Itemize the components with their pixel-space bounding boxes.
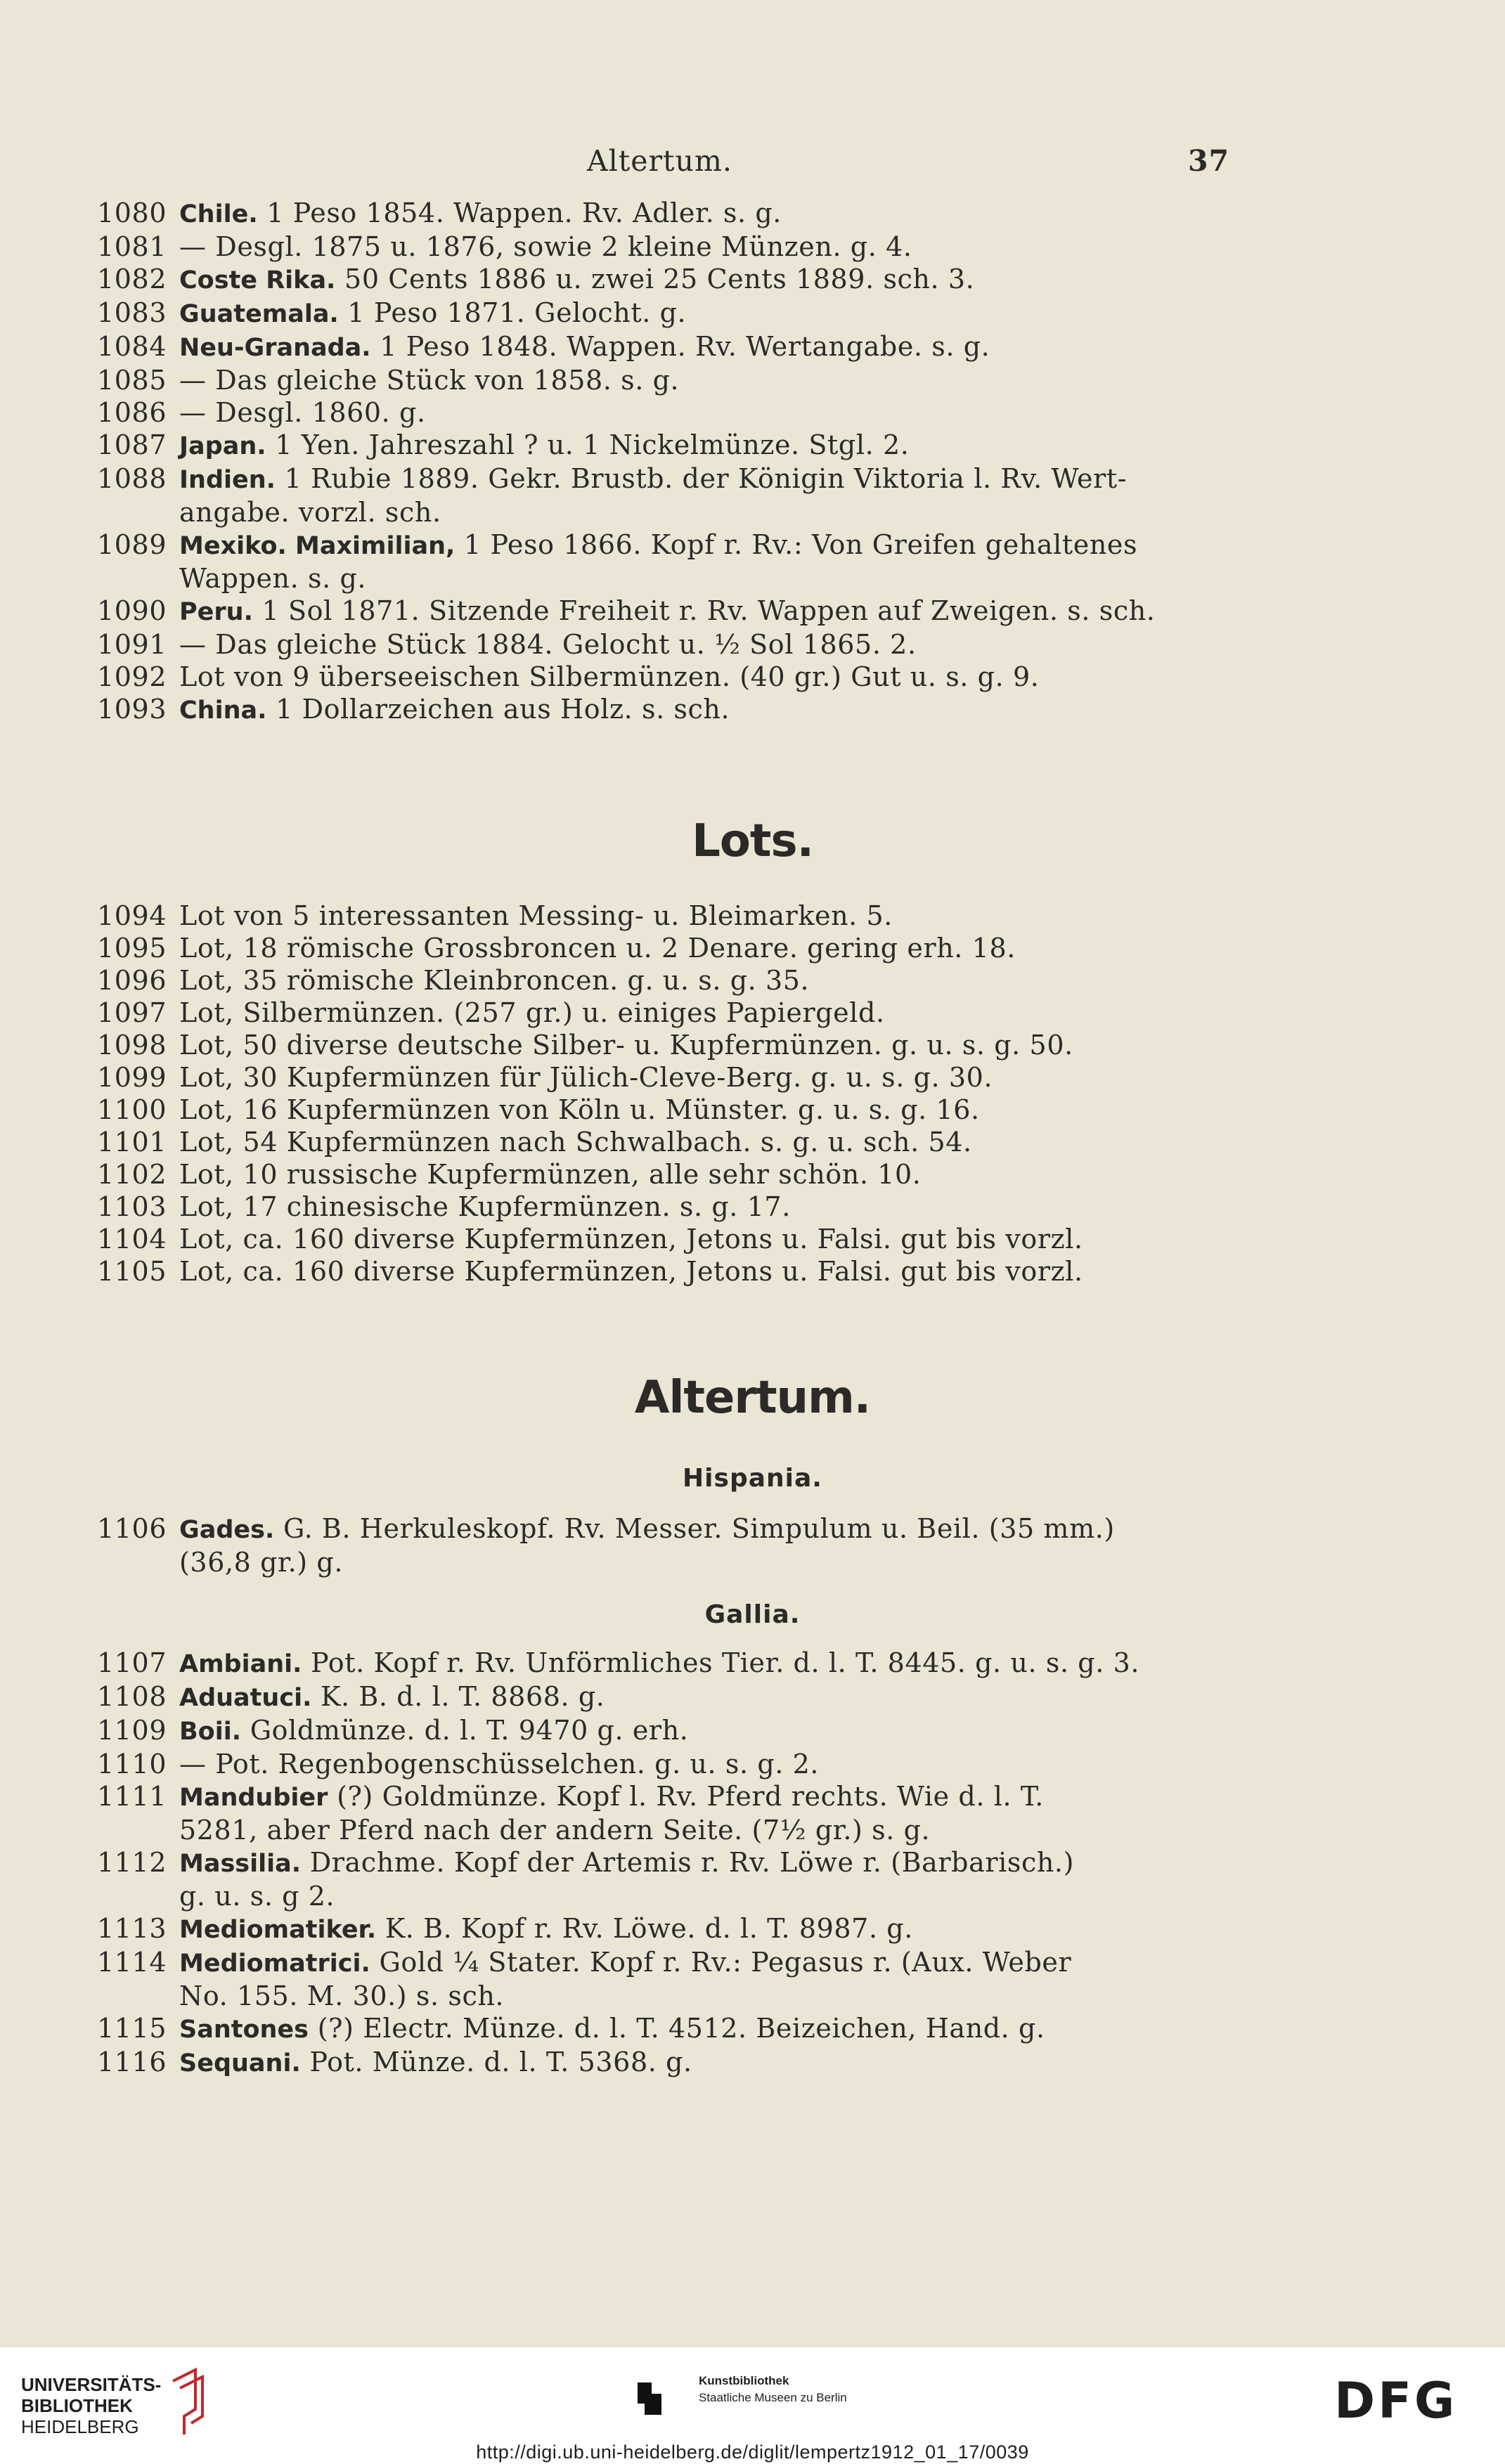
catalog-entry [97,1158,1222,1191]
entry-number: 1092 [97,661,167,692]
entry-number: 1107 [97,1647,167,1678]
entry-number: 1101 [97,1127,167,1158]
uni-logo-line3: HEIDELBERG [21,2416,139,2437]
catalog-entry [97,628,1222,661]
catalog-entry [97,1094,1222,1126]
entry-number: 1087 [97,429,167,460]
entry-number: 1081 [97,231,167,262]
entry-continuation: g. u. s. g 2. [179,1881,335,1912]
catalog-entry [97,1946,1222,2012]
entry-description: Drachme. Kopf der Artemis r. Rv. Löwe r. (Barbarisch.) [309,1847,1075,1878]
entry-name: Massilia. [179,1850,302,1878]
entry-number: 1088 [97,463,167,494]
entry-number: 1102 [97,1159,167,1190]
catalog-entry [97,693,1222,727]
entry-name: Chile. [179,200,258,228]
entry-description: (?) Goldmünze. Kopf l. Rv. Pferd rechts. Wie d. l. T. [337,1781,1044,1812]
entry-name: Sequani. [179,2049,301,2077]
catalog-entry [97,364,1222,396]
catalog-entry [97,1255,1222,1288]
entry-number: 1115 [97,2013,167,2044]
entry-description: Lot von 5 interessanten Messing- u. Bleimarken. 5. [179,900,893,931]
entry-description: 50 Cents 1886 u. zwei 25 Cents 1889. sch. 3. [344,264,975,294]
entry-description: Goldmünze. d. l. T. 9470 g. erh. [250,1715,689,1746]
catalog-entry [97,197,1222,231]
entry-name: Japan. [179,432,266,460]
catalog-entry [97,330,1222,364]
entry-number: 1114 [97,1947,167,1978]
catalog-entry [97,2046,1222,2080]
page-number: 37 [1188,144,1230,178]
entry-description: (?) Electr. Münze. d. l. T. 4512. Beizeichen, Hand. g. [317,2013,1045,2044]
sub-heading-hispania: Hispania. [683,1464,822,1493]
catalog-entry [97,297,1222,330]
entry-number: 1113 [97,1913,167,1944]
entry-number: 1095 [97,933,167,964]
entry-description: Lot, 16 Kupfermünzen von Köln u. Münster. g. u. s. g. 16. [179,1094,980,1125]
catalog-entry [97,1780,1222,1846]
catalog-entry [97,462,1222,529]
entry-number: 1116 [97,2047,167,2077]
entry-number: 1089 [97,529,167,560]
entry-description: Lot, 17 chinesische Kupfermünzen. s. g. 17. [179,1191,791,1222]
catalog-entry [97,1714,1222,1748]
entry-description: Lot, 10 russische Kupfermünzen, alle sehr schön. 10. [179,1159,922,1190]
entry-list-hispania [97,1512,1222,1578]
entry-description: 1 Peso 1866. Kopf r. Rv.: Von Greifen gehaltenes [464,529,1138,560]
sub-heading-gallia: Gallia. [704,1600,801,1629]
entry-number: 1093 [97,694,167,725]
entry-number: 1082 [97,264,167,294]
catalog-entry [97,429,1222,462]
entry-name: China. [179,696,267,725]
catalog-entry [97,1647,1222,1680]
entry-description: 1 Dollarzeichen aus Holz. s. sch. [276,694,730,725]
catalog-entry [97,1061,1222,1094]
entry-description: Gold ¼ Stater. Kopf r. Rv.: Pegasus r. (Aux. Weber [379,1947,1072,1978]
university-logo-mark-icon [167,2367,209,2437]
catalog-entry [97,1029,1222,1061]
catalog-entry [97,396,1222,429]
entry-continuation: 5281, aber Pferd nach der andern Seite. (7½ gr.) s. g. [179,1815,931,1846]
entry-name: Indien. [179,466,276,494]
catalog-entry [97,964,1222,997]
catalog-entry [97,1680,1222,1714]
entry-description: — Pot. Regenbogenschüsselchen. g. u. s. g. 2. [179,1749,820,1779]
entry-description: Lot, 54 Kupfermünzen nach Schwalbach. s. g. u. sch. 54. [179,1127,972,1158]
entry-description: K. B. d. l. T. 8868. g. [321,1681,605,1712]
entry-description: K. B. Kopf r. Rv. Löwe. d. l. T. 8987. g. [385,1913,913,1944]
entry-number: 1110 [97,1749,167,1779]
entry-name: Mediomatrici. [179,1950,370,1978]
uni-logo-line2: BIBLIOTHEK [21,2395,133,2416]
entry-number: 1097 [97,997,167,1028]
entry-number: 1111 [97,1781,167,1812]
catalog-entry [97,1223,1222,1255]
entry-description: Lot, ca. 160 diverse Kupfermünzen, Jetons u. Falsi. gut bis vorzl. [179,1256,1083,1287]
catalog-entry [97,1191,1222,1223]
entry-number: 1100 [97,1094,167,1125]
entry-number: 1090 [97,595,167,626]
entry-name: Coste Rika. [179,266,336,294]
entry-number: 1106 [97,1513,167,1544]
entry-description: — Desgl. 1860. g. [179,397,426,428]
entry-description: G. B. Herkuleskopf. Rv. Messer. Simpulum u. Beil. (35 mm.) [283,1513,1115,1544]
entry-description: Lot, 30 Kupfermünzen für Jülich-Cleve-Berg. g. u. s. g. 30. [179,1062,993,1093]
dfg-logo[interactable]: DFG [1334,2372,1458,2430]
entry-description: Lot, ca. 160 diverse Kupfermünzen, Jetons u. Falsi. gut bis vorzl. [179,1224,1083,1254]
entry-name: Ambiani. [179,1650,302,1678]
catalog-entry [97,1126,1222,1158]
entry-name: Peru. [179,598,253,626]
entry-continuation: angabe. vorzl. sch. [179,497,441,528]
entry-number: 1103 [97,1191,167,1222]
entry-description: — Das gleiche Stück von 1858. s. g. [179,365,680,396]
catalog-entry [97,932,1222,964]
catalog-entry [97,997,1222,1029]
entry-number: 1112 [97,1847,167,1878]
catalog-entry [97,263,1222,297]
entry-number: 1096 [97,965,167,996]
kunstbibliothek-logo-icon [636,2381,664,2416]
entry-number: 1104 [97,1224,167,1254]
catalog-entry [97,231,1222,263]
entry-description: Lot von 9 überseeischen Silbermünzen. (40 gr.) Gut u. s. g. 9. [179,661,1040,692]
entry-number: 1105 [97,1256,167,1287]
entry-number: 1108 [97,1681,167,1712]
section-heading-lots: Lots. [692,815,813,867]
entry-number: 1091 [97,629,167,660]
entry-list-lots [97,900,1222,1288]
catalog-entry [97,1846,1222,1912]
entry-description: 1 Yen. Jahreszahl ? u. 1 Nickelmünze. Stgl. 2. [275,429,910,460]
entry-name: Mandubier [179,1784,328,1812]
entry-description: 1 Peso 1854. Wappen. Rv. Adler. s. g. [266,197,782,228]
entry-continuation: No. 155. M. 30.) s. sch. [179,1980,505,2011]
entry-description: — Desgl. 1875 u. 1876, sowie 2 kleine Münzen. g. 4. [179,231,912,262]
entry-description: Lot, Silbermünzen. (257 gr.) u. einiges Papiergeld. [179,997,885,1028]
entry-description: Pot. Münze. d. l. T. 5368. g. [309,2047,692,2077]
entry-name: Santones [179,2016,309,2044]
entry-name: Mexiko. Maximilian, [179,532,456,560]
entry-description: Pot. Kopf r. Rv. Unförmliches Tier. d. l. T. 8445. g. u. s. g. 3. [311,1647,1140,1678]
entry-name: Neu-Granada. [179,334,371,362]
entry-name: Boii. [179,1718,242,1746]
catalog-entry [97,529,1222,595]
entry-name: Aduatuci. [179,1684,312,1712]
catalog-entry [97,595,1222,628]
catalog-entry [97,900,1222,932]
entry-list-overseas [97,197,1222,727]
entry-continuation: Wappen. s. g. [179,563,367,594]
catalog-entry [97,1512,1222,1578]
entry-number: 1085 [97,365,167,396]
entry-description: Lot, 18 römische Grossbroncen u. 2 Denare. gering erh. 18. [179,933,1016,964]
entry-description: 1 Peso 1848. Wappen. Rv. Wertangabe. s. g. [380,331,990,362]
entry-number: 1084 [97,331,167,362]
entry-description: 1 Peso 1871. Gelocht. g. [347,297,687,328]
catalog-entry [97,1748,1222,1780]
entry-name: Mediomatiker. [179,1916,377,1944]
catalog-entry [97,661,1222,693]
entry-description: — Das gleiche Stück 1884. Gelocht u. ½ Sol 1865. 2. [179,629,917,660]
entry-list-gallia [97,1647,1222,2080]
kb-name: Kunstbibliothek [699,2374,789,2387]
entry-continuation: (36,8 gr.) g. [179,1547,344,1578]
entry-description: 1 Rubie 1889. Gekr. Brustb. der Königin Viktoria l. Rv. Wert- [284,463,1128,494]
catalog-entry [97,2012,1222,2046]
entry-number: 1094 [97,900,167,931]
entry-name: Gades. [179,1516,275,1544]
digitization-footer [0,2347,1505,2464]
entry-description: 1 Sol 1871. Sitzende Freiheit r. Rv. Wappen auf Zweigen. s. sch. [261,595,1156,626]
entry-name: Guatemala. [179,300,339,328]
entry-number: 1083 [97,297,167,328]
entry-number: 1109 [97,1715,167,1746]
running-head-title: Altertum. [587,144,732,178]
uni-logo-line1: UNIVERSITÄTS- [21,2374,162,2395]
kunstbibliothek-logo[interactable] [699,2373,847,2406]
entry-description: Lot, 35 römische Kleinbroncen. g. u. s. g. 35. [179,965,810,996]
catalog-entry [97,1912,1222,1946]
kb-subtitle: Staatliche Museen zu Berlin [699,2391,847,2404]
entry-number: 1086 [97,397,167,428]
entry-description: Lot, 50 diverse deutsche Silber- u. Kupfermünzen. g. u. s. g. 50. [179,1030,1073,1061]
entry-number: 1098 [97,1030,167,1061]
entry-number: 1080 [97,197,167,228]
source-url[interactable]: http://digi.ub.uni-heidelberg.de/diglit/lempertz1912_01_17/0039 [476,2442,1029,2463]
entry-number: 1099 [97,1062,167,1093]
section-heading-altertum: Altertum. [634,1372,871,1424]
university-library-logo[interactable] [21,2374,161,2437]
